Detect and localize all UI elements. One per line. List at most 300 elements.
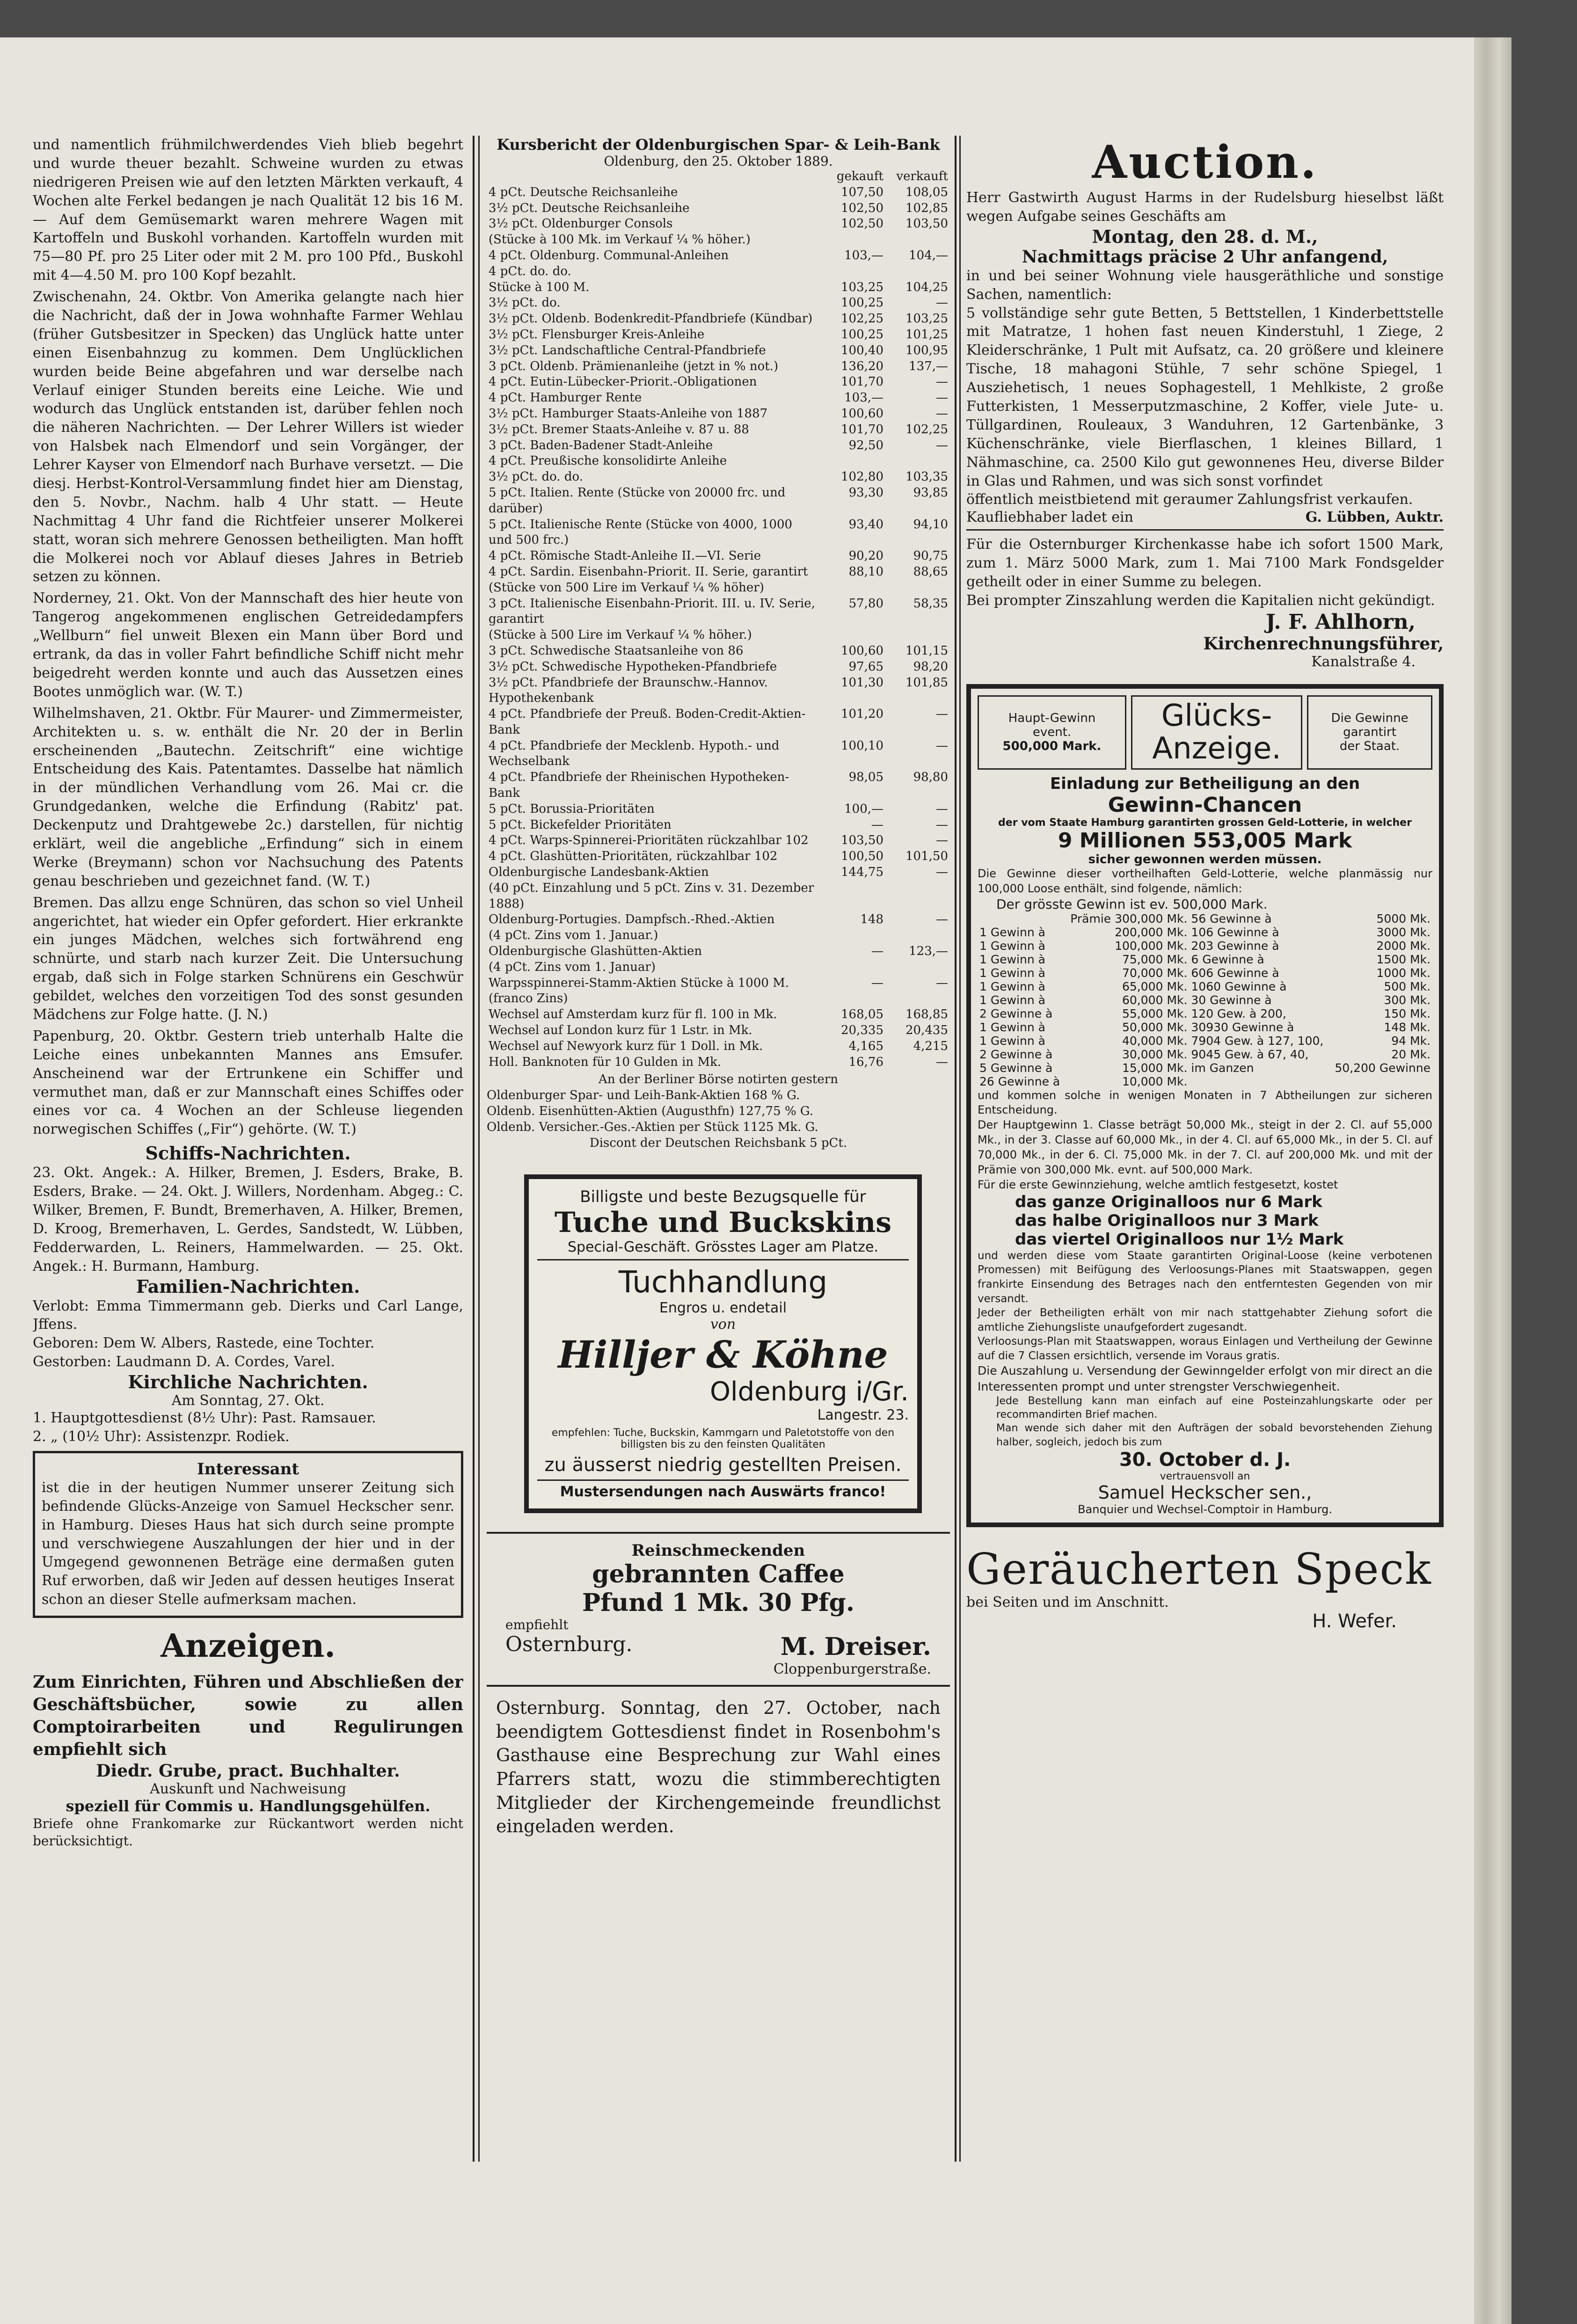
kurs-sold: — — [936, 865, 948, 880]
kurs-bought: 4,165 — [848, 1039, 883, 1053]
kurs-security: 4 pCt. Pfandbriefe der Rheinischen Hypotheken-Bank — [489, 770, 789, 801]
prize-cell: 7904 Gew. à 127, 100, — [1191, 1034, 1324, 1048]
prize-cell: 15,000 Mk. — [1122, 1061, 1188, 1075]
lottery-guarantee-2: garantirt — [1343, 725, 1396, 740]
prize-cell — [978, 912, 1065, 925]
kurs-row — [487, 976, 950, 991]
kurs-bought: 100,40 — [841, 343, 883, 357]
bookkeeping-special: speziell für Commis u. Handlungsgehülfen. — [66, 1797, 431, 1815]
prize-row — [978, 953, 1432, 966]
kurs-row — [487, 517, 950, 549]
prize-cell: im Ganzen — [1191, 1061, 1254, 1075]
prize-row — [978, 966, 1432, 980]
kurs-bought: 103,50 — [841, 833, 883, 848]
kurs-sold: — — [936, 801, 948, 816]
kurs-security: 4 pCt. Hamburger Rente — [489, 391, 642, 405]
lottery-trust: vertrauensvoll an — [1160, 1470, 1250, 1482]
prize-cell: 2 Gewinne à — [979, 1047, 1053, 1061]
prize-cell: 200,000 Mk. — [1115, 925, 1188, 939]
lottery-price-whole: das ganze Originalloos nur 6 Mark — [1015, 1192, 1322, 1211]
column-header-bought: gekauft — [836, 169, 883, 183]
lottery-guarantee-3: der Staat. — [1339, 739, 1400, 754]
kurs-security: 4 pCt. do. do. — [489, 264, 571, 278]
prize-cell: 1 Gewinn à — [979, 1034, 1045, 1048]
kurs-row — [487, 580, 950, 596]
prize-cell: Prämie 300,000 Mk. — [1070, 911, 1188, 925]
kurs-security: 3½ pCt. Hamburger Staats-Anleihe von 1887 — [489, 406, 768, 421]
prize-cell: 1000 Mk. — [1376, 966, 1431, 980]
prize-cell: 3000 Mk. — [1376, 925, 1431, 939]
prize-cell: 60,000 Mk. — [1122, 993, 1188, 1007]
prize-cell: 30,000 Mk. — [1122, 1047, 1188, 1061]
kurs-bought: 100,25 — [841, 296, 883, 310]
lottery-main-prize-label: Haupt-Gewinn — [1008, 711, 1096, 726]
lottery-main-prize-event: event. — [1032, 725, 1072, 740]
kurs-bought — [821, 881, 885, 912]
kurs-row — [487, 438, 950, 454]
kurs-sold: 98,80 — [913, 770, 948, 785]
interessant-text: ist die in der heutigen Nummer unserer Zeitung sich befindende Glücks-Anzeige von Samuel Heckscher senr. in Hamburg. Dieses Haus hat sich durch seine prompte und verschwiegene Auszahlungen der hier und in der Umgegend gewonnenen Beträge eine dermaßen guten Ruf erworben, daß wir Jeden auf dessen heutiges Inserat schon an dieser Stelle aufmerksam machen. — [42, 1479, 454, 1608]
kurs-row — [487, 485, 950, 517]
auction-intro: Herr Gastwirth August Harms in der Rudelsburg hieselbst läßt wegen Aufgabe seines Geschäfts am — [966, 189, 1444, 225]
kurs-sold: 90,75 — [913, 549, 948, 563]
kurs-row — [487, 264, 950, 280]
lottery-classes: Der Hauptgewinn 1. Classe beträgt 50,000 Mk., steigt in der 2. Cl. auf 55,000 Mk., in der 3. Classe auf 60,000 Mk., in der 4. Cl. auf 65,000 Mk., in der 5. Cl. auf 70,000 Mk., in der 6. Cl. 75,000 Mk. in der 7. Cl. auf 200,000 Mk. und mit der Prämie von 300,000 Mk. evnt. auf 500,000 Mark. — [978, 1118, 1432, 1177]
kurs-sold — [885, 580, 950, 596]
ship-news-heading: Schiffs-Nachrichten. — [145, 1143, 351, 1164]
kurs-sold: 103,50 — [905, 217, 948, 231]
kurs-bought: 88,10 — [848, 564, 883, 579]
lottery-deadline-note: Man wende sich daher mit den Aufträgen der sobald bevorstehenden Ziehung halber, sogleich, jedoch bis zum — [996, 1422, 1432, 1448]
kurs-sold: 20,435 — [905, 1023, 948, 1038]
prize-row — [978, 980, 1432, 993]
tuch-line-1: Billigste und beste Bezugsquelle für — [580, 1187, 866, 1207]
prize-cell: 50,200 Gewinne — [1335, 1061, 1431, 1075]
kurs-security: (Stücke à 500 Lire im Verkauf ¼ % höher.) — [489, 628, 752, 642]
kurs-row — [487, 390, 950, 406]
speck-heading: Geräucherten Speck — [966, 1544, 1432, 1594]
kurs-security: 4 pCt. Oldenburg. Communal-Anleihen — [489, 248, 729, 262]
kurs-bought: 100,25 — [841, 327, 883, 342]
bookkeeping-note: Briefe ohne Frankomarke zur Rückantwort werden nicht berücksichtigt. — [33, 1815, 463, 1849]
auction-invite: Kaufliebhaber ladet ein — [966, 509, 1133, 526]
kurs-row — [487, 1039, 950, 1055]
kurs-bought: 168,05 — [841, 1007, 883, 1022]
kurs-row — [487, 406, 950, 422]
kurs-security: 4 pCt. Pfandbriefe der Mecklenb. Hypoth.- und Wechselbank — [489, 738, 780, 769]
prize-cell: 10,000 Mk. — [1122, 1074, 1188, 1088]
kurs-sold: — — [936, 976, 948, 990]
tuch-firm-name: Hilljer & Köhne — [558, 1333, 888, 1377]
bookkeeper-name: Diedr. Grube, pract. Buchhalter. — [96, 1761, 400, 1781]
lottery-price-quarter: das viertel Originalloos nur 1½ Mark — [1015, 1230, 1344, 1249]
prize-cell: 40,000 Mk. — [1122, 1034, 1188, 1048]
kurs-row — [487, 596, 950, 628]
prize-cell: 26 Gewinne à — [979, 1074, 1060, 1088]
kurs-bought: 102,50 — [841, 201, 883, 215]
prize-row — [978, 1061, 1432, 1075]
kurs-security: (Stücke von 500 Lire im Verkauf ¼ % höher) — [489, 580, 764, 595]
kurs-security: (Stücke à 100 Mk. im Verkauf ¼ % höher.) — [489, 233, 751, 247]
kurs-row — [487, 991, 950, 1007]
tuch-line-5: Engros u. endetail — [659, 1300, 787, 1317]
kurs-security: 4 pCt. Deutsche Reichsanleihe — [489, 185, 678, 199]
column-header-sold: verkauft — [896, 169, 948, 183]
prize-cell — [1330, 1075, 1432, 1088]
prize-cell: 1 Gewinn à — [979, 993, 1045, 1007]
kurs-row — [487, 280, 950, 296]
kurs-row — [487, 675, 950, 707]
kurs-row — [487, 295, 950, 311]
kurs-row — [487, 216, 950, 232]
prize-cell: 75,000 Mk. — [1122, 952, 1188, 966]
kurs-row — [487, 707, 950, 738]
kurs-bought: 101,20 — [841, 707, 883, 721]
kurs-bought: 100,— — [844, 801, 883, 816]
kurs-bought: 100,60 — [841, 643, 883, 658]
kurs-sold: 103,25 — [905, 312, 948, 326]
church-news-heading: Kirchliche Nachrichten. — [128, 1371, 368, 1393]
caffee-ad — [487, 1541, 950, 1677]
kurs-security: (4 pCt. Zins vom 1. Januar) — [489, 960, 656, 974]
prize-cell: 1500 Mk. — [1376, 952, 1431, 966]
kurs-security: Oldenburgische Landesbank-Aktien — [489, 865, 709, 880]
prize-cell: 20 Mk. — [1391, 1047, 1431, 1061]
prize-cell: 5 Gewinne à — [979, 1061, 1053, 1075]
kurs-footer-1: An der Berliner Börse notirten gestern — [599, 1072, 838, 1087]
lottery-payout: Die Auszahlung u. Versendung der Gewinngelder erfolgt von mir direct an die Interessenten prompt und unter strengster Verschwiegenheit. — [978, 1364, 1432, 1393]
prize-cell: 9045 Gew. à 67, 40, — [1191, 1047, 1309, 1061]
kurs-row — [487, 944, 950, 960]
kurs-footer-4: Oldenb. Versicher.-Ges.-Aktien per Stück 1125 Mk. G. — [487, 1120, 818, 1134]
family-news-heading: Familien-Nachrichten. — [136, 1275, 360, 1297]
kurs-sold: 168,85 — [905, 1007, 948, 1022]
kurs-row — [487, 453, 950, 469]
kurs-bought: 100,60 — [841, 406, 883, 421]
caffee-merchant: M. Dreiser. — [780, 1632, 931, 1661]
kurs-row — [487, 801, 950, 817]
prize-cell: 2 Gewinne à — [979, 1006, 1053, 1020]
column-2 — [487, 136, 950, 2166]
kurs-bought: 100,50 — [841, 849, 883, 864]
kurs-row — [487, 865, 950, 881]
kurs-security: 4 pCt. Pfandbriefe der Preuß. Boden-Credit-Aktien-Bank — [489, 707, 806, 737]
kurs-sold: — — [936, 391, 948, 405]
kurs-row — [487, 738, 950, 770]
kurs-sold: 93,85 — [913, 485, 948, 500]
kurs-sold: 123,— — [909, 944, 948, 959]
kurs-security: 4 pCt. Preußische konsolidirte Anleihe — [489, 454, 727, 468]
kurs-security: (4 pCt. Zins vom 1. Januar.) — [489, 928, 658, 943]
column-1 — [33, 136, 463, 2166]
kurs-sold: 100,95 — [905, 343, 948, 357]
kurs-sold: 98,20 — [913, 659, 948, 674]
tuch-line-3: Special-Geschäft. Grösstes Lager am Platze. — [537, 1239, 909, 1260]
auction-terms: öffentlich meistbietend mit geraumer Zahlungsfrist verkaufen. — [966, 491, 1413, 508]
kurs-sold — [885, 627, 950, 643]
kurs-bought: 93,30 — [848, 485, 883, 500]
kurs-security: Wechsel auf Amsterdam kurz für fl. 100 in Mk. — [489, 1007, 777, 1022]
kurs-security: (franco Zins) — [489, 991, 568, 1006]
kurs-row — [487, 928, 950, 944]
kurs-sold: — — [936, 406, 948, 421]
kurs-row — [487, 469, 950, 485]
prize-cell: 2000 Mk. — [1376, 939, 1431, 953]
lottery-sure: sicher gewonnen werden müssen. — [1088, 852, 1322, 867]
prize-cell: 1 Gewinn à — [979, 939, 1045, 953]
kurs-row — [487, 627, 950, 643]
auction-date: Montag, den 28. d. M., — [1092, 226, 1318, 247]
kurs-sold: 108,05 — [905, 185, 948, 199]
kurs-bought: — — [871, 817, 883, 832]
lottery-chances: Gewinn-Chancen — [1108, 793, 1302, 817]
kurs-bought — [821, 991, 885, 1007]
kurs-sold: 102,25 — [905, 422, 948, 437]
lottery-first-draw: Für die erste Gewinnziehung, welche amtlich festgesetzt, kostet — [978, 1178, 1338, 1191]
market-report: und namentlich frühmilchwerdendes Vieh blieb begehrt und wurde theuer bezahlt. Schweine wurden zu etwas niedrigeren Preisen wie auf den letzten Märkten verkauft, 4 Wochen alte Ferkel bedangen je nach Qualität 12 bis 16 M. — Auf dem Gemüsemarkt waren mehrere Wagen mit Kartoffeln und Buskohl vorhanden. Kartoffeln wurden mit 75—80 Pf. pro 25 Liter oder mit 2 M. pro 100 Pfd., Buskohl mit 4—4.50 M. pro 100 Kopf bezahlt. — [33, 137, 463, 284]
kurs-footer-2: Oldenburger Spar- und Leih-Bank-Aktien 168 % G. — [487, 1088, 800, 1103]
kurs-security: 3½ pCt. Oldenburger Consols — [489, 217, 673, 231]
tuch-line-6: von — [710, 1316, 736, 1333]
prize-cell: 1 Gewinn à — [979, 925, 1045, 939]
kurs-security: 4 pCt. Römische Stadt-Anleihe II.—VI. Serie — [489, 549, 761, 563]
kurs-sold: 58,35 — [913, 596, 948, 611]
kurs-security: 5 pCt. Bickefelder Prioritäten — [489, 817, 672, 832]
caffee-line-4: empfiehlt — [505, 1617, 569, 1633]
kurs-security: 3½ pCt. Schwedische Hypotheken-Pfandbriefe — [489, 659, 777, 674]
page-edge — [1474, 37, 1511, 2324]
lottery-banker-desc: Banquier und Wechsel-Comptoir in Hamburg. — [1078, 1502, 1332, 1516]
kurs-row — [487, 248, 950, 264]
kurs-row — [487, 912, 950, 928]
kurs-security: 3½ pCt. Pfandbriefe der Braunschw.-Hannov. Hypothekenbank — [489, 675, 768, 706]
prize-cell: 1 Gewinn à — [979, 1020, 1045, 1034]
kurs-bought — [821, 453, 885, 469]
lottery-total: 9 Millionen 553,005 Mark — [1058, 828, 1352, 852]
kurs-sold: 104,— — [909, 248, 948, 262]
kurs-sold: 101,15 — [905, 643, 948, 658]
article-papenburg: Papenburg, 20. Oktbr. Gestern trieb unterhalb Halte die Leiche eines unbekannten Mannes ans Emsufer. Anscheinend war der Ertrunkene ein Schiffer und vermuthet man, daß er zur Mannschaft eines Schiffes oder eines vor ca. 4 Wochen an der Schleuse liegenden norwegischen Schiffes („Fir“) gehörte. (W. T.) — [33, 1027, 463, 1138]
prize-row — [978, 1007, 1432, 1020]
kurs-row — [487, 881, 950, 912]
kurs-sold: 94,10 — [913, 517, 948, 532]
prize-cell: 94 Mk. — [1391, 1034, 1431, 1048]
caffee-line-1: Reinschmeckenden — [631, 1541, 805, 1560]
kurs-bought: 101,70 — [841, 375, 883, 389]
kurs-bought: 103,— — [844, 248, 883, 262]
lottery-guarantee-1: Die Gewinne — [1331, 711, 1409, 726]
lottery-biggest: Der grösste Gewinn ist ev. 500,000 Mark. — [996, 896, 1268, 912]
kurs-bought — [821, 928, 885, 944]
kurs-sold: 137,— — [909, 359, 948, 373]
prize-cell: 56 Gewinne à — [1191, 911, 1272, 925]
kurs-security: 5 pCt. Borussia-Prioritäten — [489, 801, 655, 816]
kurs-footer-3: Oldenb. Eisenhütten-Aktien (Augusthfn) 127,75 % G. — [487, 1104, 814, 1119]
speck-seller: H. Wefer. — [1312, 1610, 1397, 1632]
kurs-sold: — — [936, 738, 948, 753]
prize-cell: 6 Gewinne à — [1191, 952, 1264, 966]
kirchenkasse-address: Kanalstraße 4. — [1311, 653, 1416, 670]
kurs-row — [487, 185, 950, 201]
kurs-sold: 101,85 — [905, 675, 948, 690]
prize-cell: 148 Mk. — [1384, 1020, 1431, 1034]
kurs-bought: 90,20 — [848, 549, 883, 563]
kurs-sold: — — [936, 817, 948, 832]
kurs-bought — [821, 264, 885, 280]
kurs-security: Warpsspinnerei-Stamm-Aktien Stücke à 1000 M. — [489, 976, 789, 990]
kurs-security: 3½ pCt. Bremer Staats-Anleihe v. 87 u. 88 — [489, 422, 749, 437]
church-service-1: 1. Hauptgottesdienst (8½ Uhr): Past. Ramsauer. — [33, 1410, 376, 1427]
lottery-order: Jede Bestellung kann man einfach auf eine Posteinzahlungskarte oder per recommandirten Brief machen. — [996, 1395, 1432, 1421]
prize-cell: 30 Gewinne à — [1191, 993, 1272, 1007]
lottery-banker: Samuel Heckscher sen., — [1098, 1482, 1312, 1503]
kurs-row — [487, 659, 950, 675]
auction-time: Nachmittags präcise 2 Uhr anfangend, — [1022, 247, 1388, 267]
kurs-row — [487, 849, 950, 865]
kurs-bought: — — [871, 944, 883, 959]
caffee-street: Cloppenburgerstraße. — [773, 1661, 931, 1678]
kurs-bought: 57,80 — [848, 596, 883, 611]
tuch-line-12: Mustersendungen nach Auswärts franco! — [560, 1484, 886, 1501]
interessant-box — [33, 1451, 463, 1618]
tuch-line-2: Tuche und Buckskins — [554, 1206, 892, 1239]
kurs-sold: 101,25 — [905, 327, 948, 342]
prize-cell — [1189, 1075, 1329, 1088]
kurs-bought: 103,25 — [841, 280, 883, 294]
kursbericht-heading: Kursbericht der Oldenburgischen Spar- & Leih-Bank — [496, 136, 940, 153]
kurs-row — [487, 770, 950, 801]
kurs-security: 3½ pCt. Deutsche Reichsanleihe — [489, 201, 690, 215]
caffee-place: Osternburg. — [505, 1632, 633, 1657]
kurs-bought: 20,335 — [841, 1023, 883, 1038]
kurs-row — [487, 1023, 950, 1039]
lottery-title: Glücks-Anzeige. — [1131, 695, 1302, 770]
kurs-bought: 148 — [860, 912, 883, 927]
kurs-security: 4 pCt. Eutin-Lübecker-Priorit.-Obligationen — [489, 375, 757, 389]
ship-news: 23. Okt. Angek.: A. Hilker, Bremen, J. Esders, Brake, B. Esders, Brake. — 24. Okt. J. Willers, Nordenham. Abgeg.: C. Wilker, Bremen, F. Bundt, Bremerhaven, A. Hilker, Bremen, D. Kroog, Bremerhaven, L. Gerdes, Sandstedt, W. Lübben, Fedderwarden, L. Reiners, Hammelwarden. — 25. Okt. Angek.: H. Burmann, Hamburg. — [33, 1165, 463, 1275]
kurs-row — [487, 1007, 950, 1023]
kurs-bought — [821, 627, 885, 643]
kurs-row — [487, 833, 950, 849]
kurs-row — [487, 327, 950, 343]
prize-row — [978, 939, 1432, 953]
speck-text: bei Seiten und im Anschnitt. — [966, 1594, 1169, 1610]
kurs-bought: 100,10 — [841, 738, 883, 753]
prize-cell: 100,000 Mk. — [1115, 939, 1188, 953]
prize-cell: 203 Gewinne à — [1191, 939, 1279, 953]
lottery-invite: Einladung zur Betheiligung an den — [1050, 774, 1360, 793]
kurs-bought: 102,80 — [841, 470, 883, 484]
osternburg-notice: Osternburg. Sonntag, den 27. October, nach beendigtem Gottesdienst findet in Rosenbohm's Gasthause eine Besprechung zur Wahl eines Pfarrers statt, wozu die stimmberechtigten Mitglieder der Kirchengemeinde freundlichst eingeladen werden. — [496, 1697, 941, 1837]
church-news-date: Am Sonntag, 27. Okt. — [171, 1392, 325, 1409]
kurs-sold: — — [936, 707, 948, 721]
kurs-sold — [885, 960, 950, 976]
prize-cell: 120 Gew. à 200, — [1191, 1006, 1286, 1020]
kurs-bought: 97,65 — [848, 659, 883, 674]
kurs-security: 3 pCt. Italienische Eisenbahn-Priorit. III. u. IV. Serie, garantirt — [489, 596, 815, 627]
interessant-heading: Interessant — [197, 1459, 299, 1479]
caffee-price: Pfund 1 Mk. 30 Pfg. — [582, 1588, 855, 1617]
church-service-2: 2. „ (10½ Uhr): Assistenzpr. Rodiek. — [33, 1428, 290, 1445]
family-news-engaged: Verlobt: Emma Timmermann geb. Dierks und Carl Lange, Jffens. — [33, 1297, 463, 1333]
prize-row — [978, 925, 1432, 939]
tuch-line-4: Tuchhandlung — [618, 1265, 828, 1300]
lottery-desc: Die Gewinne dieser vortheilhaften Geld-Lotterie, welche planmässig nur 100,000 Loose enthält, sind folgende, nämlich: — [978, 867, 1432, 895]
column-rule-middle-2 — [959, 136, 961, 2162]
kurs-security: 3 pCt. Oldenb. Prämienanleihe (jetzt in % not.) — [489, 359, 779, 373]
bookkeeping-ad: Zum Einrichten, Führen und Abschließen der Geschäftsbücher, sowie zu allen Comptoirarbeiten und Regulirungen empfiehlt sich — [33, 1672, 463, 1759]
prize-row — [978, 1048, 1432, 1061]
kurs-security: 3½ pCt. Oldenb. Bodenkredit-Pfandbriefe (Kündbar) — [489, 312, 813, 326]
kurs-sold: — — [936, 833, 948, 848]
tuch-line-10: empfehlen: Tuche, Buckskin, Kammgarn und Paletotstoffe von den billigsten bis zu den feinsten Qualitäten — [551, 1427, 895, 1451]
kurs-bought — [821, 232, 885, 248]
kurs-sold: 101,50 — [905, 849, 948, 864]
article-wilhelmshaven: Wilhelmshaven, 21. Oktbr. Für Maurer- und Zimmermeister, Architekten u. s. w. enthält die Nr. 20 der in Berlin erscheinenden „Bautechn. Zeitschrift“ eine wichtige Entscheidung des Kais. Patentamtes. Dasselbe hat nämlich in der mündlichen Verhandlung vom 26. Mai cr. die Grundgedanken, welche die Erfindung (Rabitz' pat. Deckenputz und Drahtgewebe 2c.) darstellen, für nichtig erklärt, weil die angebliche „Erfindung“ sich in einem Werke (Breymann) schon vor Nachsuchung des Patents genau beschrieben und gezeichnet fand. (W. T.) — [33, 705, 463, 889]
article-zwischenahn: Zwischenahn, 24. Oktbr. Von Amerika gelangte nach hier die Nachricht, daß der in Jowa wohnhafte Farmer Wehlau (früher Gutsbesitzer in Specken) das Unglück hatte unter einen Eisenbahnzug zu kommen. Dem Unglücklichen wurden beide Beine abgefahren und war derselbe nach Verlauf einiger Stunden bereits eine Leiche. Wie und wodurch das Unglück entstanden ist, darüber fehlen noch die näheren Nachrichten. — Der Lehrer Willers ist wieder von Halsbek nach Elmendorf und sein Vorgänger, der Lehrer Kayser von Elmendorf nach Burhave versetzt. — Die diesj. Herbst-Kontrol-Versammlung findet hier am Dienstag, den 5. Novbr., Nachm. halb 4 Uhr statt. — Heute Nachmittag 4 Uhr fand die Richtfeier unserer Molkerei statt, woran sich mehrere Genossen betheiligten. Man hofft die Molkerei noch vor Ablauf dieses Jahres in Betrieb setzen zu können. — [33, 289, 463, 585]
kurs-sold — [885, 453, 950, 469]
lottery-ad — [966, 684, 1444, 1527]
kurs-bought: 136,20 — [841, 359, 883, 373]
kurs-bought: 98,05 — [848, 770, 883, 785]
prize-cell: 500 Mk. — [1384, 979, 1431, 993]
auction-auctioneer: G. Lübben, Auktr. — [1305, 509, 1444, 526]
prize-row — [978, 1034, 1432, 1048]
kurs-security: 4 pCt. Warps-Spinnerei-Prioritäten rückzahlbar 102 — [489, 833, 809, 848]
prize-cell: 1 Gewinn à — [979, 952, 1045, 966]
kirchenkasse-title: Kirchenrechnungsführer, — [1203, 634, 1444, 654]
kurs-security: (40 pCt. Einzahlung und 5 pCt. Zins v. 31. Dezember 1888) — [489, 881, 814, 911]
prize-row — [978, 1020, 1432, 1034]
auction-location: in und bei seiner Wohnung viele hausgeräthliche und sonstige Sachen, namentlich: — [966, 267, 1444, 303]
kurs-security: 4 pCt. Glashütten-Prioritäten, rückzahlbar 102 — [489, 849, 778, 864]
prize-cell: 1060 Gewinne à — [1191, 979, 1287, 993]
kurs-row — [487, 201, 950, 217]
lottery-prize-table — [978, 912, 1432, 1088]
kirchenkasse-name: J. F. Ahlhorn, — [1265, 610, 1416, 634]
prize-cell: 1 Gewinn à — [979, 979, 1045, 993]
kurs-security: Oldenburgische Glashütten-Aktien — [489, 944, 702, 959]
kursbericht-header-row — [487, 169, 950, 185]
prize-cell: 50,000 Mk. — [1122, 1020, 1188, 1034]
prize-cell: 65,000 Mk. — [1122, 979, 1188, 993]
kurs-bought — [821, 960, 885, 976]
bookkeeping-info: Auskunft und Nachweisung — [150, 1780, 346, 1797]
lottery-list: Jeder der Betheiligten erhält von mir nach stattgehabter Ziehung sofort die amtliche Ziehungsliste unaufgefordert zugesandt. — [978, 1307, 1432, 1333]
kurs-row — [487, 232, 950, 248]
kurs-security: Holl. Banknoten für 10 Gulden in Mk. — [489, 1055, 722, 1069]
prize-cell: 55,000 Mk. — [1122, 1006, 1188, 1020]
lottery-guarantee-text: der vom Staate Hamburg garantirten grossen Geld-Lotterie, in welcher — [998, 816, 1412, 829]
kurs-security: 4 pCt. Sardin. Eisenbahn-Priorit. II. Serie, garantirt — [489, 564, 808, 579]
kurs-sold: — — [936, 1055, 948, 1069]
kurs-row — [487, 960, 950, 976]
lottery-main-prize-box — [978, 695, 1126, 770]
kursbericht-date: Oldenburg, den 25. Oktober 1889. — [604, 153, 833, 169]
kurs-footer-5: Discont der Deutschen Reichsbank 5 pCt. — [589, 1136, 847, 1150]
prize-cell: 150 Mk. — [1384, 1006, 1431, 1020]
kurs-row — [487, 548, 950, 564]
kurs-security: 5 pCt. Italienische Rente (Stücke von 4000, 1000 und 500 frc.) — [489, 517, 793, 547]
kurs-sold: 103,35 — [905, 470, 948, 484]
kurs-row — [487, 1055, 950, 1071]
prize-cell: 300 Mk. — [1384, 993, 1431, 1007]
kurs-security: 3½ pCt. do. do. — [489, 470, 583, 484]
prize-cell: 70,000 Mk. — [1122, 966, 1188, 980]
kurs-bought: 101,70 — [841, 422, 883, 437]
lottery-draws: und kommen solche in wenigen Monaten in 7 Abtheilungen zur sicheren Entscheidung. — [978, 1088, 1432, 1117]
prize-cell: 30930 Gewinne à — [1191, 1020, 1294, 1034]
